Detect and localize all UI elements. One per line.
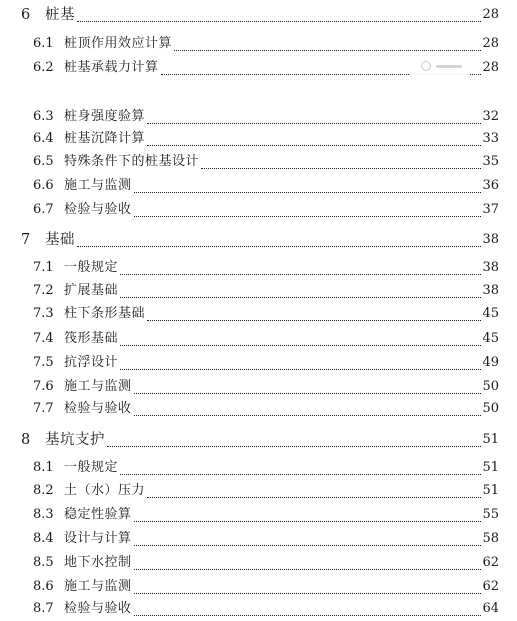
toc-entry-title: 桩基沉降计算	[64, 131, 146, 146]
toc-entry-title: 特殊条件下的桩基设计	[64, 154, 200, 169]
toc-section-entry	[0, 457, 517, 479]
toc-section-entry	[0, 480, 517, 502]
toc-entry-title: 桩基	[45, 7, 75, 23]
toc-entry-title: 设计与计算	[64, 531, 132, 546]
toc-entry-number: 7.2	[33, 283, 54, 298]
toc-entry-page-number: 33	[482, 131, 499, 146]
toc-entry-number: 7.4	[33, 331, 54, 346]
toc-dot-leader	[134, 415, 481, 416]
toc-entry-number: 8.7	[33, 601, 54, 616]
toc-section-entry	[0, 576, 517, 598]
toc-entry-title: 施工与监测	[64, 379, 132, 394]
toc-entry-number: 6.5	[33, 154, 54, 169]
toc-dot-leader	[147, 123, 481, 124]
toc-section-entry	[0, 528, 517, 550]
toc-entry-number: 8.4	[33, 531, 54, 546]
toc-entry-page-number: 28	[482, 7, 499, 22]
toc-entry-title: 基础	[45, 232, 75, 248]
toc-entry-page-number: 38	[482, 232, 499, 247]
toc-chapter-entry	[0, 4, 517, 26]
toc-entry-number: 6.4	[33, 131, 54, 146]
toc-entry-number: 7	[21, 232, 31, 248]
toc-dot-leader	[77, 21, 481, 22]
toc-entry-title: 一般规定	[64, 260, 119, 275]
toc-section-entry	[0, 598, 517, 620]
toc-entry-page-number: 62	[482, 555, 499, 570]
toc-entry-title: 桩身强度验算	[64, 109, 146, 124]
toc-entry-title: 施工与监测	[64, 178, 132, 193]
toc-entry-page-number: 45	[482, 306, 499, 321]
toc-dot-leader	[134, 593, 481, 594]
toc-entry-number: 8.1	[33, 460, 54, 475]
toc-dot-leader	[134, 192, 481, 193]
toc-entry-title: 基坑支护	[45, 432, 105, 448]
toc-entry-page-number: 45	[482, 331, 499, 346]
toc-entry-page-number: 58	[482, 531, 499, 546]
toc-entry-page-number: 36	[482, 178, 499, 193]
toc-entry-title: 一般规定	[64, 460, 119, 475]
toc-entry-number: 8.2	[33, 483, 54, 498]
toc-section-entry	[0, 552, 517, 574]
toc-entry-number: 8.6	[33, 579, 54, 594]
toc-section-entry	[0, 128, 517, 150]
toc-dot-leader	[201, 168, 481, 169]
toc-entry-title: 施工与监测	[64, 579, 132, 594]
toc-dot-leader	[147, 145, 481, 146]
toc-entry-page-number: 35	[482, 154, 499, 169]
toc-entry-page-number: 37	[482, 202, 499, 217]
toc-entry-number: 6.1	[33, 36, 54, 51]
toc-entry-page-number: 51	[482, 460, 499, 475]
toc-entry-title: 检验与验收	[64, 401, 132, 416]
toc-entry-number: 7.7	[33, 401, 54, 416]
toc-entry-page-number: 51	[482, 432, 499, 447]
toc-section-entry	[0, 352, 517, 374]
toc-entry-page-number: 49	[482, 355, 499, 370]
toc-section-entry	[0, 199, 517, 221]
toc-chapter-entry	[0, 429, 517, 451]
toc-dot-leader	[120, 274, 481, 275]
toc-entry-title: 抗浮设计	[64, 355, 119, 370]
toc-entry-page-number: 38	[482, 283, 499, 298]
toc-section-entry	[0, 376, 517, 398]
toc-dot-leader	[120, 345, 481, 346]
watermark-circle-icon	[421, 61, 431, 71]
toc-entry-page-number: 28	[482, 60, 499, 75]
toc-dot-leader	[120, 369, 481, 370]
toc-entry-number: 6.3	[33, 109, 54, 124]
toc-dot-leader	[120, 297, 481, 298]
toc-section-entry	[0, 106, 517, 128]
toc-entry-number: 8	[21, 432, 31, 448]
toc-dot-leader	[147, 497, 481, 498]
toc-dot-leader	[134, 393, 481, 394]
toc-section-entry	[0, 504, 517, 526]
toc-entry-page-number: 62	[482, 579, 499, 594]
toc-dot-leader	[147, 320, 481, 321]
toc-section-entry	[0, 398, 517, 420]
toc-entry-title: 土（水）压力	[64, 483, 146, 498]
toc-entry-title: 筏形基础	[64, 331, 119, 346]
toc-entry-page-number: 55	[482, 507, 499, 522]
toc-section-entry	[0, 328, 517, 350]
toc-entry-number: 6.6	[33, 178, 54, 193]
toc-entry-title: 检验与验收	[64, 601, 132, 616]
toc-dot-leader	[134, 615, 481, 616]
toc-entry-number: 7.1	[33, 260, 54, 275]
toc-entry-title: 桩顶作用效应计算	[64, 36, 173, 51]
toc-section-entry	[0, 33, 517, 55]
toc-entry-number: 6	[21, 7, 31, 23]
toc-entry-title: 柱下条形基础	[64, 306, 146, 321]
toc-section-entry	[0, 280, 517, 302]
toc-entry-page-number: 38	[482, 260, 499, 275]
toc-entry-title: 扩展基础	[64, 283, 119, 298]
toc-entry-number: 6.7	[33, 202, 54, 217]
toc-dot-leader	[120, 474, 481, 475]
toc-entry-page-number: 50	[482, 379, 499, 394]
toc-entry-title: 桩基承载力计算	[64, 60, 159, 75]
toc-entry-number: 8.5	[33, 555, 54, 570]
toc-entry-number: 8.3	[33, 507, 54, 522]
toc-dot-leader	[134, 545, 481, 546]
toc-dot-leader	[134, 521, 481, 522]
toc-section-entry	[0, 175, 517, 197]
toc-entry-number: 6.2	[33, 60, 54, 75]
toc-entry-number: 7.3	[33, 306, 54, 321]
toc-entry-title: 地下水控制	[64, 555, 132, 570]
toc-entry-number: 7.5	[33, 355, 54, 370]
toc-entry-page-number: 50	[482, 401, 499, 416]
toc-entry-page-number: 32	[482, 109, 499, 124]
toc-dot-leader	[134, 569, 481, 570]
toc-entry-page-number: 64	[482, 601, 499, 616]
toc-entry-title: 检验与验收	[64, 202, 132, 217]
toc-dot-leader	[174, 50, 481, 51]
toc-dot-leader	[107, 446, 481, 447]
toc-entry-page-number: 28	[482, 36, 499, 51]
toc-section-entry	[0, 257, 517, 279]
toc-section-entry	[0, 303, 517, 325]
toc-entry-title: 稳定性验算	[64, 507, 132, 522]
toc-section-entry	[0, 151, 517, 173]
toc-chapter-entry	[0, 229, 517, 251]
toc-dot-leader	[77, 246, 481, 247]
watermark-bar-icon	[436, 65, 462, 68]
toc-entry-page-number: 51	[482, 483, 499, 498]
toc-dot-leader	[134, 216, 481, 217]
toc-entry-number: 7.6	[33, 379, 54, 394]
